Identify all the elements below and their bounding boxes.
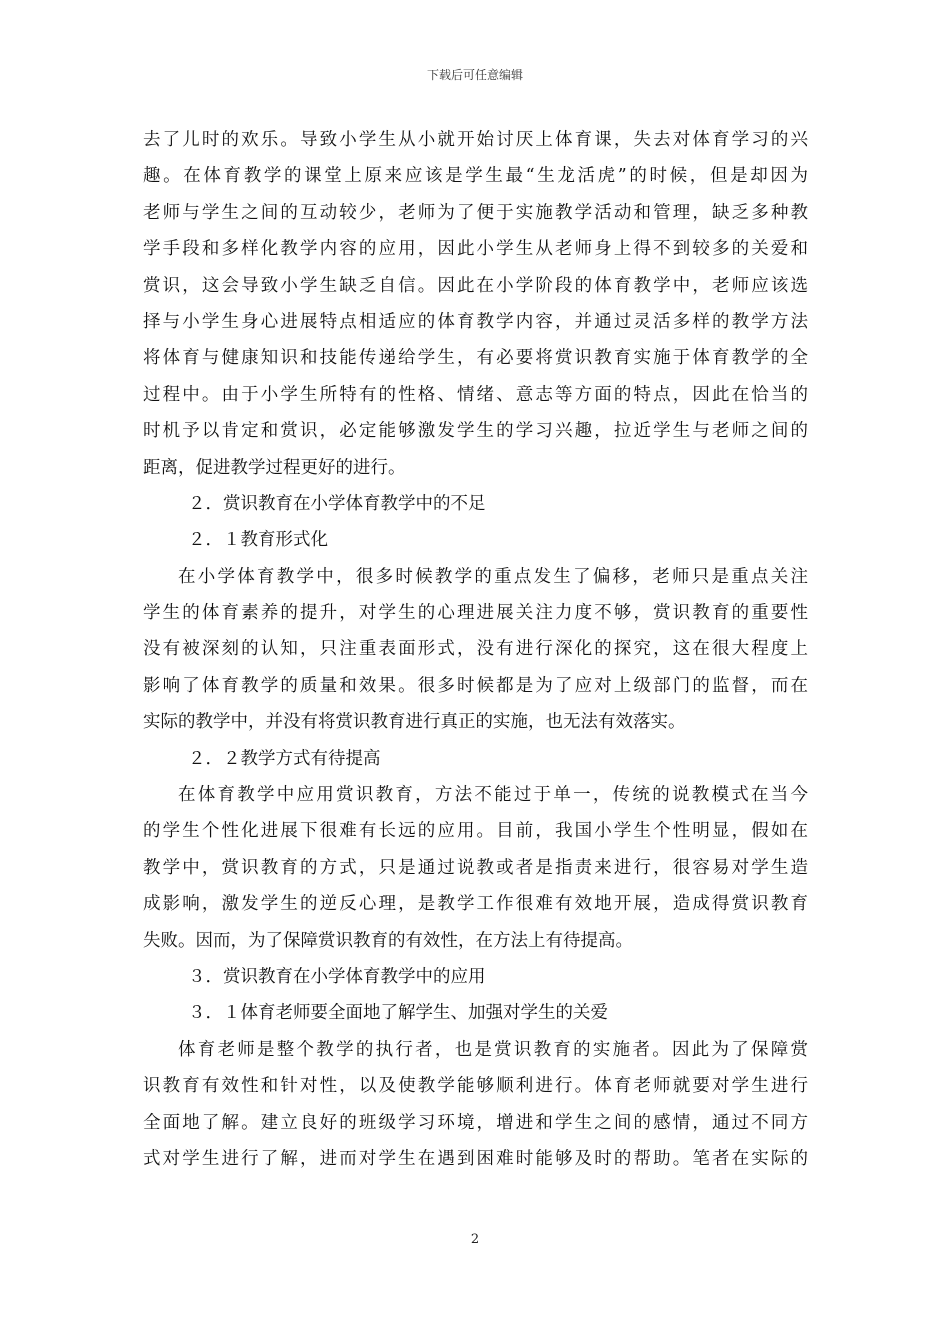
section-heading: ３．赏识教育在小学体育教学中的应用 bbox=[188, 966, 486, 987]
text-line: 在小学体育教学中，很多时候教学的重点发生了偏移，老师只是重点关注 bbox=[178, 566, 808, 587]
text-line: 成影响，激发学生的逆反心理，是教学工作很难有效地开展，造成得赏识教育 bbox=[143, 894, 808, 915]
paragraph bbox=[143, 777, 808, 959]
text-line: 老师与学生之间的互动较少，老师为了便于实施教学活动和管理，缺乏多种教 bbox=[143, 202, 808, 223]
paragraph bbox=[143, 122, 808, 486]
text-line: 体育老师是整个教学的执行者，也是赏识教育的实施者。因此为了保障赏 bbox=[178, 1039, 808, 1060]
text-line: 没有被深刻的认知，只注重表面形式，没有进行深化的探究，这在很大程度上 bbox=[143, 639, 808, 660]
text-line: 择与小学生身心进展特点相适应的体育教学内容，并通过灵活多样的教学方法 bbox=[143, 311, 808, 332]
subsection-heading: ２．１教育形式化 bbox=[188, 530, 328, 551]
text-line: 的学生个性化进展下很难有长远的应用。目前，我国小学生个性明显，假如在 bbox=[143, 821, 808, 842]
text-line: 距离，促进教学过程更好的进行。 bbox=[143, 457, 406, 478]
text-line: 全面地了解。建立良好的班级学习环境，增进和学生之间的感情，通过不同方 bbox=[143, 1112, 808, 1133]
text-line: 失败。因而，为了保障赏识教育的有效性，在方法上有待提高。 bbox=[143, 930, 633, 951]
text-line: 去了儿时的欢乐。导致小学生从小就开始讨厌上体育课，失去对体育学习的兴 bbox=[143, 130, 808, 150]
text-line: 教学中，赏识教育的方式，只是通过说教或者是指责来进行，很容易对学生造 bbox=[143, 857, 808, 878]
paragraph bbox=[143, 1032, 808, 1178]
subsection-heading: ３．１体育老师要全面地了解学生、加强对学生的关爱 bbox=[188, 1003, 608, 1024]
page-header-note: 下载后可任意编辑 bbox=[426, 68, 523, 82]
text-line: 趣。在体育教学的课堂上原来应该是学生最“生龙活虎”的时候，但是却因为 bbox=[143, 166, 808, 187]
paragraph bbox=[143, 559, 808, 741]
text-line: 将体育与健康知识和技能传递给学生，有必要将赏识教育实施于体育教学的全 bbox=[143, 348, 808, 369]
text-line: 实际的教学中，并没有将赏识教育进行真正的实施，也无法有效落实。 bbox=[143, 712, 686, 733]
page-number: 2 bbox=[470, 1232, 480, 1247]
text-line: 过程中。由于小学生所特有的性格、情绪、意志等方面的特点，因此在恰当的 bbox=[143, 384, 808, 405]
text-line: 影响了体育教学的质量和效果。很多时候都是为了应对上级部门的监督，而在 bbox=[143, 675, 808, 696]
text-line: 时机予以肯定和赏识，必定能够激发学生的学习兴趣，拉近学生与老师之间的 bbox=[143, 421, 808, 442]
text-line: 在体育教学中应用赏识教育，方法不能过于单一，传统的说教模式在当今 bbox=[178, 785, 808, 806]
text-line: 学手段和多样化教学内容的应用，因此小学生从老师身上得不到较多的关爱和 bbox=[143, 239, 808, 260]
document-body bbox=[143, 122, 808, 1177]
text-line: 学生的体育素养的提升，对学生的心理进展关注力度不够，赏识教育的重要性 bbox=[143, 603, 808, 624]
section-heading: ２．赏识教育在小学体育教学中的不足 bbox=[188, 493, 486, 514]
text-line: 赏识，这会导致小学生缺乏自信。因此在小学阶段的体育教学中，老师应该选 bbox=[143, 275, 808, 296]
text-line: 式对学生进行了解，进而对学生在遇到困难时能够及时的帮助。笔者在实际的 bbox=[143, 1148, 808, 1169]
text-line: 识教育有效性和针对性，以及使教学能够顺利进行。体育老师就要对学生进行 bbox=[143, 1076, 808, 1097]
subsection-heading: ２．２教学方式有待提高 bbox=[188, 748, 381, 769]
